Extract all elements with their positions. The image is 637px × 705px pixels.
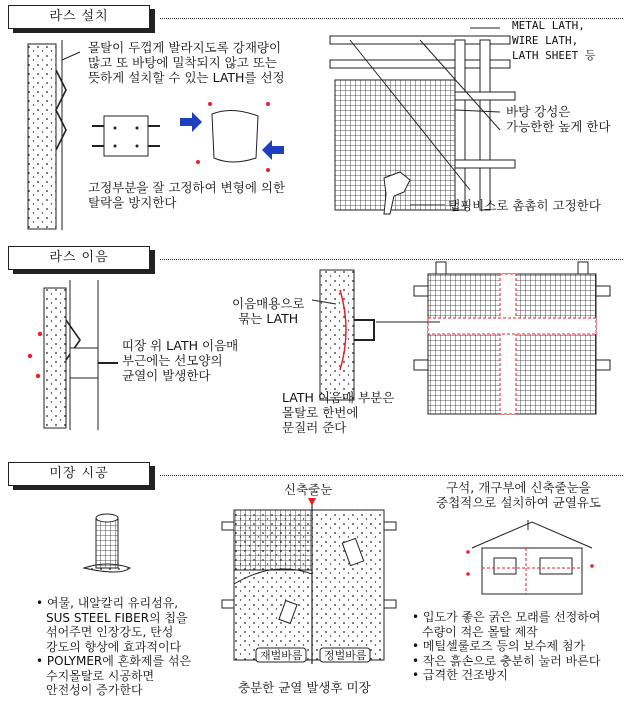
text-line: 가능한한 높게 한다 xyxy=(506,119,611,134)
label-finish-coat: 정벌바름 xyxy=(324,649,367,662)
joint-crack-note xyxy=(122,338,238,383)
section-header-joint: 라스 이음 xyxy=(8,246,150,270)
joint-section-figure xyxy=(28,280,118,430)
text-line: 수지몰탈로 시공하면 xyxy=(46,668,155,683)
text-line: 안전성이 증가한다 xyxy=(46,683,143,697)
text-line: 많고 또 바탕에 밀착되지 않고 또는 xyxy=(88,55,277,70)
text-line: SUS STEEL FIBER의 칩을 xyxy=(46,610,188,625)
text-line: METAL LATH, xyxy=(512,19,585,32)
text-line: 탈락을 방지한다 xyxy=(88,195,177,210)
text-line: 몰탈로 한번에 xyxy=(282,405,359,420)
after-crack-caption: 충분한 균열 발생후 미장 xyxy=(238,680,371,695)
text-line: • POLYMER에 혼화제를 섞은 xyxy=(36,654,192,668)
install-note-1 xyxy=(88,40,285,85)
text-line: LATH SHEET 등 xyxy=(512,49,596,62)
text-line: 몰탈이 두껍게 발라지도록 강재량이 xyxy=(88,40,282,55)
wall-section-install xyxy=(28,40,80,230)
text-line: • 작은 흙손으로 충분히 눌러 바른다 xyxy=(412,653,601,668)
text-line: 강도의 향상에 효과적이다 xyxy=(46,639,182,654)
text-line: 고정부분을 잘 고정하여 변형에 의한 xyxy=(88,180,286,195)
lath-types xyxy=(512,18,595,63)
text-line: 구석, 개구부에 신축줄눈을 xyxy=(446,480,591,495)
text-line: 뜻하게 설치할 수 있는 LATH를 선정 xyxy=(88,70,285,85)
text-line: 섞어주면 인장강도, 탄성 xyxy=(46,625,174,639)
text-line: WIRE LATH, xyxy=(512,34,579,47)
section-header-plaster: 미장 시공 xyxy=(8,462,150,486)
deformed-plate-figure xyxy=(180,102,284,172)
tacker-note: 탭핑비스로 촘촘히 고정한다 xyxy=(448,198,601,213)
joint-wrap-note xyxy=(232,296,304,326)
plaster-right-bullets xyxy=(412,610,600,683)
text-line: 중첩적으로 설치하여 균열유도 xyxy=(436,495,601,510)
joint-fill-note xyxy=(282,390,394,435)
section-header-install: 라스 설치 xyxy=(8,5,150,29)
text-line: 띠장 위 LATH 이음매 xyxy=(122,338,239,353)
fiber-roll-figure xyxy=(84,514,130,572)
label-second-coat: 재벌바름 xyxy=(260,649,303,662)
stiffness-note xyxy=(506,104,611,134)
lath-frame-figure xyxy=(330,28,515,214)
text-line: • 입도가 좋은 굵은 모래를 선정하여 xyxy=(412,610,601,624)
install-note-2 xyxy=(88,180,285,210)
text-line: 부근에는 선모양의 xyxy=(122,353,223,368)
text-line: 균열이 발생한다 xyxy=(122,368,211,383)
text-line: LATH 이음매 부분은 xyxy=(282,390,395,405)
text-line: 이음매용으로 xyxy=(232,296,305,311)
text-line: 묶는 LATH xyxy=(238,311,299,326)
plaster-right-top xyxy=(436,480,601,510)
text-line: • 급격한 건조방지 xyxy=(412,668,508,682)
text-line: • 여물, 내알칼리 유리섬유, xyxy=(36,596,179,610)
fixed-plate-figure xyxy=(92,116,160,156)
joint-lath-panel xyxy=(376,262,610,414)
text-line: 수량이 적은 몰탈 제작 xyxy=(422,624,538,639)
plaster-left-notes xyxy=(36,596,191,698)
text-line: • 메틸셀룰로즈 등의 보수제 첨가 xyxy=(412,639,586,653)
plaster-wall-figure xyxy=(222,498,396,664)
text-line: 바탕 강성은 xyxy=(506,104,571,119)
house-elevation-figure xyxy=(466,520,594,594)
joint-wrap-figure xyxy=(312,270,374,400)
shrink-joint-label: 신축줄눈 xyxy=(284,482,333,497)
text-line: 문질러 준다 xyxy=(282,420,347,435)
